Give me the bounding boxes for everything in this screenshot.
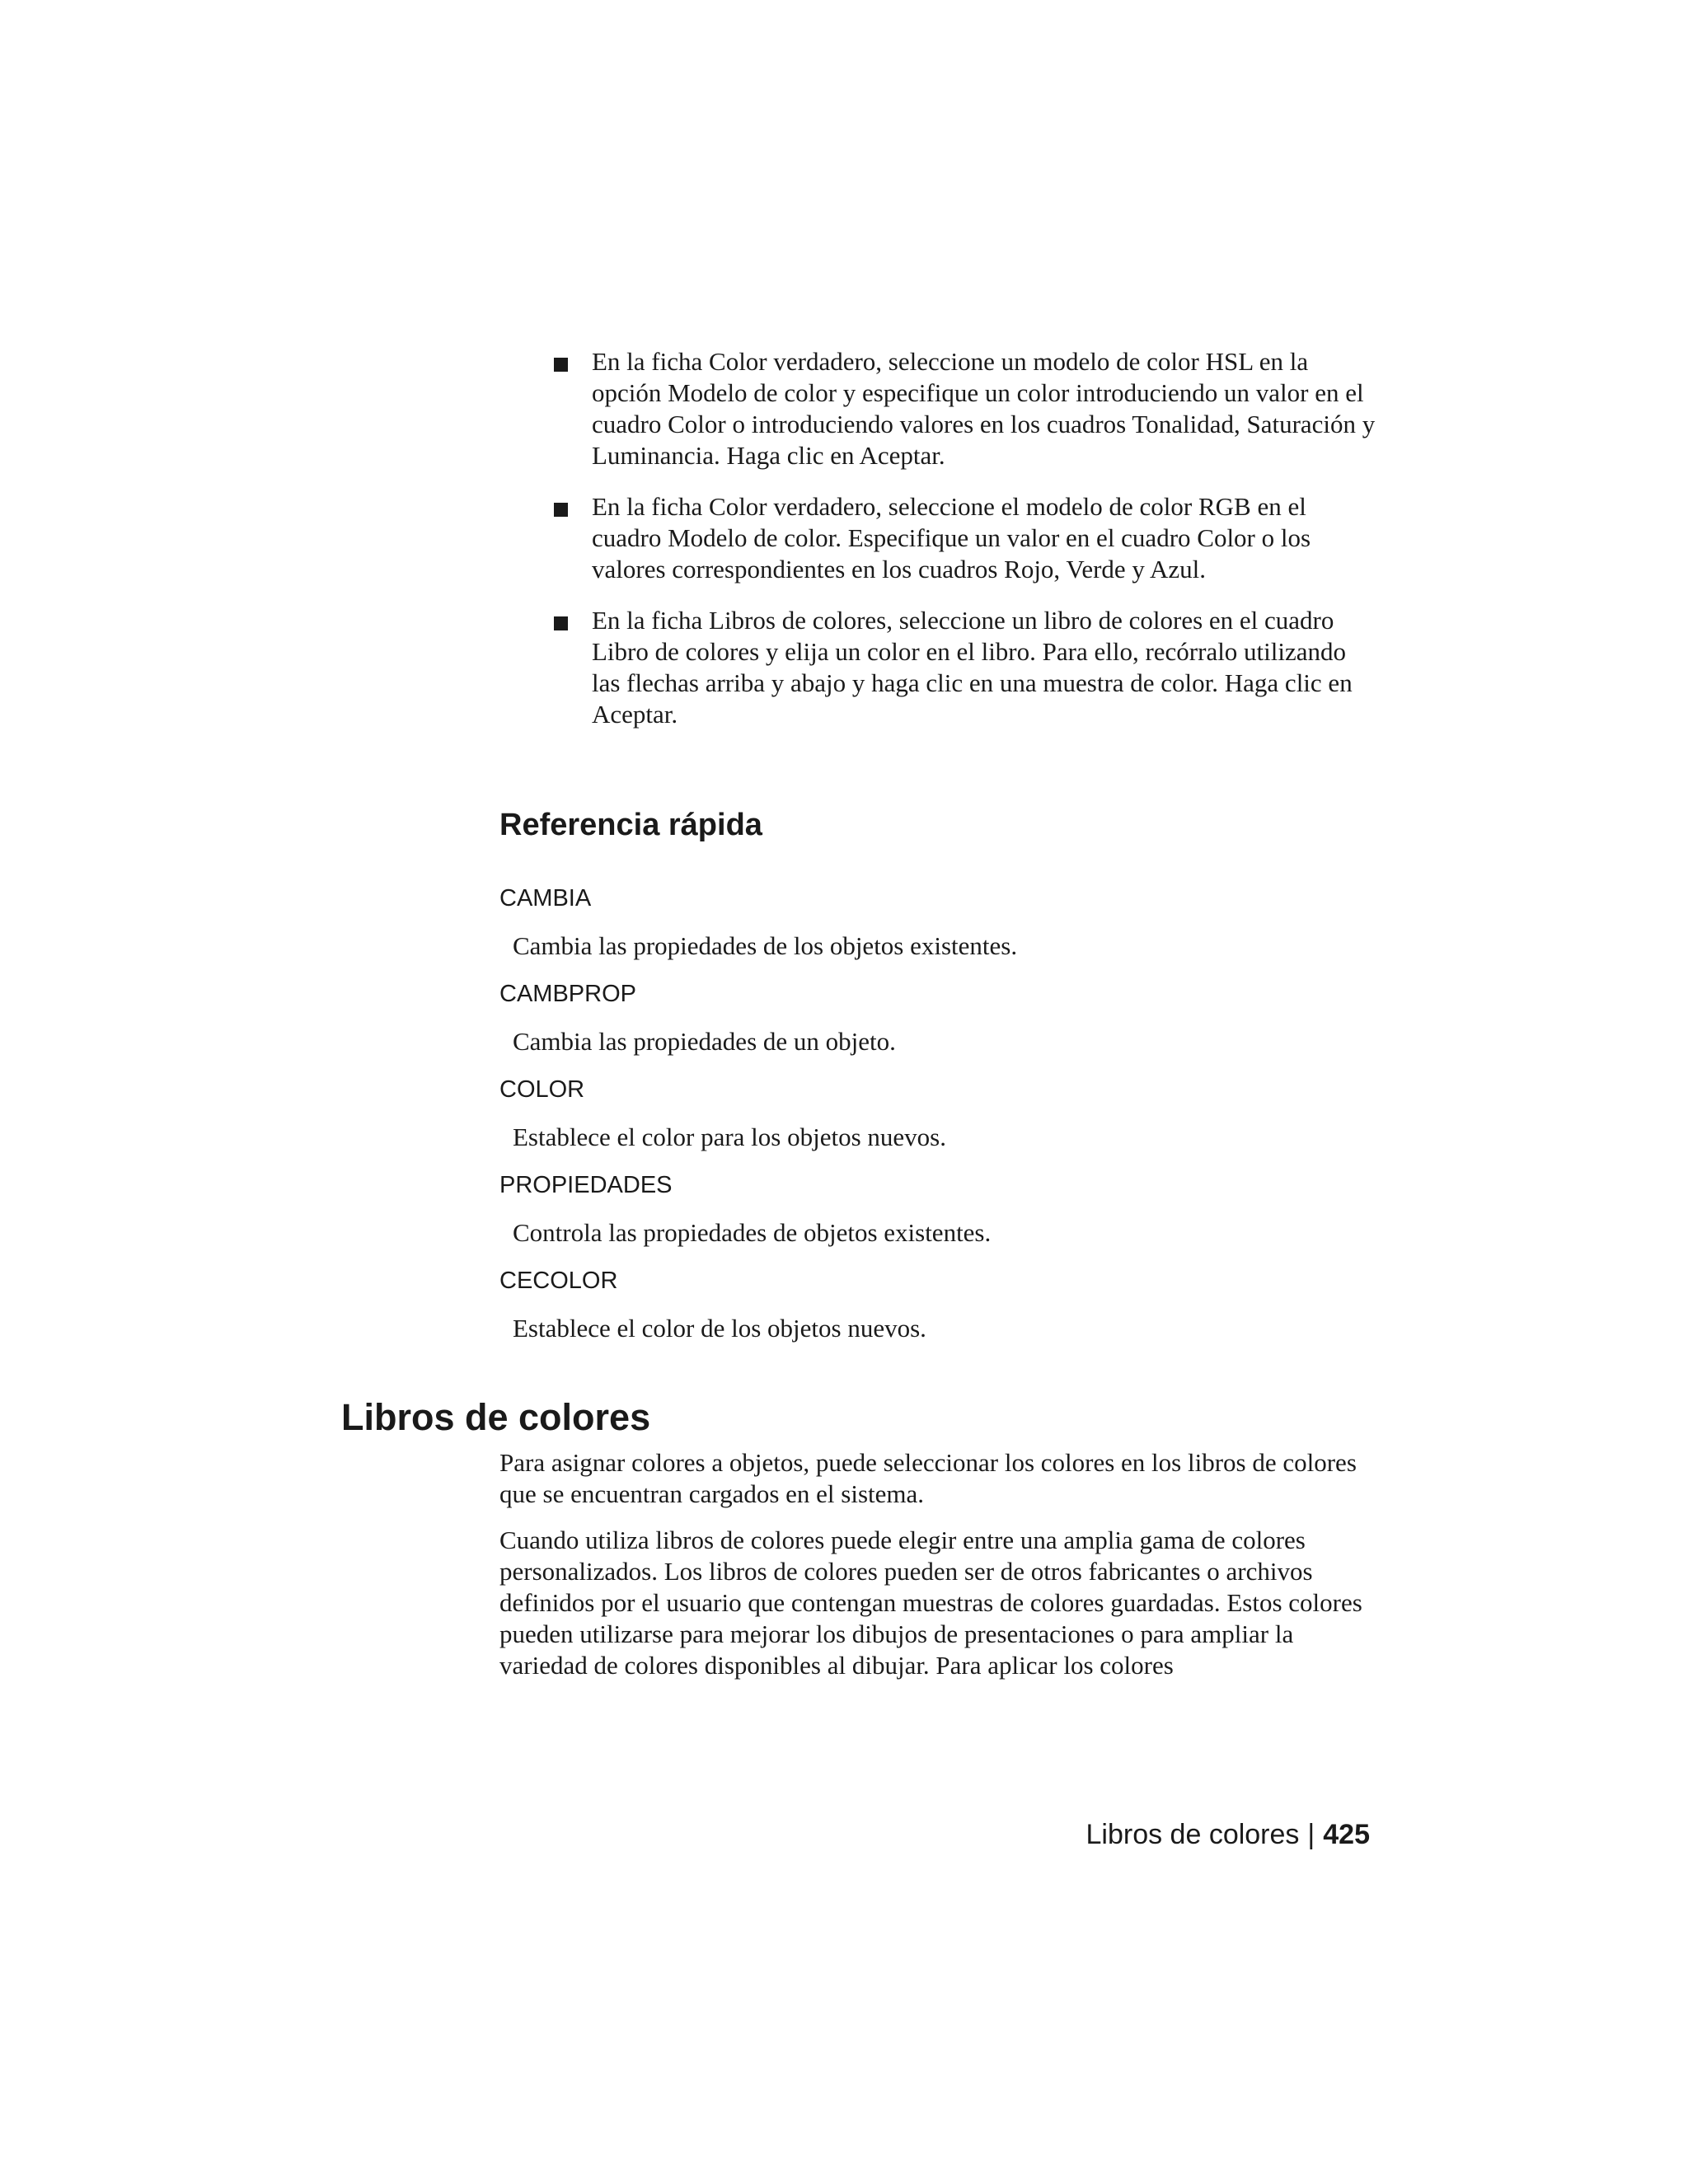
body-paragraph: Cuando utiliza libros de colores puede elegir entre una amplia gama de colores personalizados. Los libros de colores pueden ser de otros fabricantes o archivos definidos por el usuario que contengan muestras de colores guardadas. Estos colores pueden utilizarse para mejorar los dibujos de presentaciones o para ampliar la variedad de colores disponibles al dibujar. Para aplicar los colores xyxy=(499,1526,1362,1680)
bullet-text: En la ficha Color verdadero, seleccione un modelo de color HSL en la opción Modelo de color y especifique un color introduciendo un valor en el cuadro Color o introduciendo valores en los cuadros Tonalidad, Saturación y Luminancia. Haga clic en Aceptar. xyxy=(592,347,1376,470)
bullet-text: En la ficha Color verdadero, seleccione el modelo de color RGB en el cuadro Modelo de color. Especifique un valor en el cuadro Color o los valores correspondientes en los cuadros Rojo, Verde y Azul. xyxy=(592,492,1311,583)
command-description: Establece el color para los objetos nuevos. xyxy=(513,1122,946,1151)
footer-separator: | xyxy=(1307,1819,1315,1850)
bullet-item xyxy=(554,605,1378,730)
command-name: CECOLOR xyxy=(499,1268,618,1294)
page-number: 425 xyxy=(1323,1819,1370,1850)
quick-reference-list xyxy=(499,875,1378,1353)
bullet-text: En la ficha Libros de colores, seleccione un libro de colores en el cuadro Libro de colores y elija un color en el libro. Para ello, recórralo utilizando las flechas arriba y abajo y haga clic en una muestra de color. Haga clic en Aceptar. xyxy=(592,606,1353,729)
body-paragraph: Para asignar colores a objetos, puede seleccionar los colores en los libros de colores que se encuentran cargados en el sistema. xyxy=(499,1448,1357,1508)
section-heading: Libros de colores xyxy=(341,1396,651,1438)
command-name: COLOR xyxy=(499,1076,585,1103)
command-description: Controla las propiedades de objetos existentes. xyxy=(513,1218,992,1247)
quick-reference-entry xyxy=(499,1066,1378,1162)
command-name: CAMBPROP xyxy=(499,981,636,1007)
bullet-item xyxy=(554,346,1378,471)
command-name: PROPIEDADES xyxy=(499,1172,673,1198)
command-description: Cambia las propiedades de un objeto. xyxy=(513,1027,896,1056)
quick-reference-heading: Referencia rápida xyxy=(499,808,762,842)
square-bullet-icon xyxy=(554,616,568,630)
command-description: Cambia las propiedades de los objetos existentes. xyxy=(513,931,1018,960)
section-body xyxy=(499,1447,1378,1696)
square-bullet-icon xyxy=(554,503,568,517)
square-bullet-icon xyxy=(554,358,568,372)
page-footer xyxy=(1086,1816,1371,1853)
quick-reference-entry xyxy=(499,1258,1378,1353)
footer-chapter-title: Libros de colores xyxy=(1085,1819,1300,1850)
bullet-list xyxy=(554,346,1378,750)
quick-reference-entry xyxy=(499,1162,1378,1258)
command-name: CAMBIA xyxy=(499,885,592,912)
quick-reference-entry xyxy=(499,875,1378,971)
bullet-item xyxy=(554,491,1378,585)
command-description: Establece el color de los objetos nuevos. xyxy=(513,1314,926,1343)
quick-reference-entry xyxy=(499,971,1378,1066)
